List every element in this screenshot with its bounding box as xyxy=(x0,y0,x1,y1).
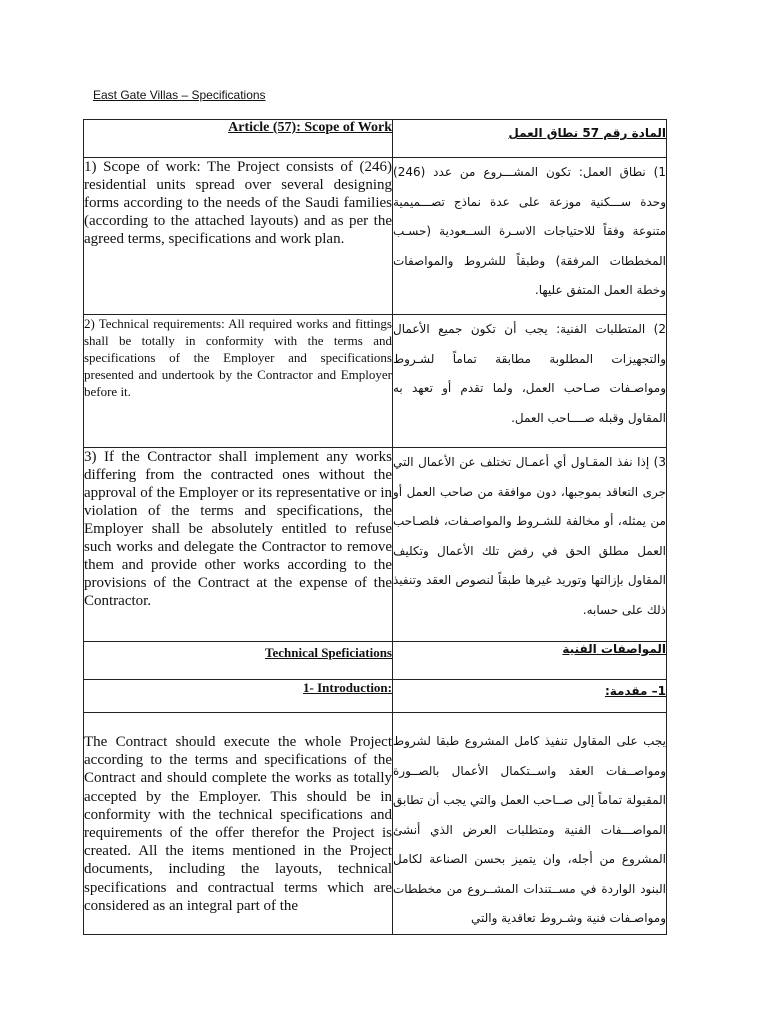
technical-requirements-en: 2) Technical requirements: All required works and fittings shall be totally in conformity with the terms and specifications of the Employer and specifications presented and undertook by the Contractor and Employer before it. xyxy=(84,315,393,448)
table-row xyxy=(84,713,667,935)
table-row xyxy=(84,315,667,448)
differing-works-en: 3) If the Contractor shall implement any works differing from the contracted ones without the approval of the Employer or its representative or in violation of the terms and specifications, the Employer shall be absolutely entitled to refuse such works and delegate the Contractor to remove them and provide other works according to the provisions of the Contract at the expense of the Contractor. xyxy=(84,448,393,642)
technical-specifications-heading-en: Technical Speficiations xyxy=(84,642,393,680)
technical-specifications-heading-ar: المواصفات الفنية xyxy=(393,642,667,680)
article-heading-ar: المادة رقم 57 نطاق العمل xyxy=(393,120,667,158)
introduction-heading-en: 1- Introduction: xyxy=(84,680,393,713)
table-row xyxy=(84,448,667,642)
specifications-table xyxy=(83,119,667,935)
table-row xyxy=(84,642,667,680)
table-row xyxy=(84,158,667,315)
introduction-body-en: The Contract should execute the whole Project according to the terms and specifications of the Contract and should complete the works as totally accepted by the Employer. This should be in conformity with the technical specifications and requirements of the offer therefor the Project is created. All the items mentioned in the Project documents, including the layouts, technical specifications and contractual terms which are considered as an integral part of the xyxy=(84,713,393,935)
table-row xyxy=(84,120,667,158)
introduction-heading-ar: 1– مقدمة: xyxy=(393,680,667,713)
table-row xyxy=(84,680,667,713)
scope-of-work-en: 1) Scope of work: The Project consists of (246) residential units spread over several designing forms according to the needs of the Saudi families (according to the attached layouts) and as per the agreed terms, specifications and work plan. xyxy=(84,158,393,315)
scope-of-work-ar: 1) نطاق العمل: تكون المشـــروع من عدد (246) وحدة ســـكنية موزعة على عدة نماذج تصـــميمية متنوعة وفقاً للاحتياجات الاسـرة الســعودية (حسـب المخططات المرفقة) وطبقاً للشروط والمواصفات وخطة العمل المتفق عليها. xyxy=(393,158,667,315)
technical-requirements-ar: 2) المتطلبات الفنية: يجب أن تكون جميع الأعمال والتجهيزات المطلوبة مطابقة تماماً لشـروط ومواصـفات صـاحب العمل، ولما تقدم أو تعهد به المقاول وقبله صــــاحب العمل. xyxy=(393,315,667,448)
document-header: East Gate Villas – Specifications xyxy=(93,88,266,102)
differing-works-ar: 3) إذا نفذ المقـاول أي أعمـال تختلف عن الأعمال التي جرى التعاقد بموجبها، دون موافقة من صاحب العمل أو من يمثله، أو مخالفة للشـروط والمواصـفات، فلصـاحب العمل مطلق الحق في رفض تلك الأعمال وتكليف المقاول بإزالتها وتوريد غيرها طبقاً لنصوص العقد وتنفيذ ذلك على حسابه. xyxy=(393,448,667,642)
article-heading-en: Article (57): Scope of Work xyxy=(84,120,393,158)
introduction-body-ar: يجب على المقاول تنفيذ كامل المشروع طبقا لشروط ومواصــفات العقد واســتكمال الأعمال بالصــورة المقبولة تماماً إلى صــاحب العمل والتي يجب أن تطابق المواصـــفات الفنية ومتطلبات العرض الذي أنشئ المشروع من أجله، وان يتميز بحسن الصناعة لكامل البنود الواردة في مســتندات المشــروع من مخططات ومواصـفات فنية وشـروط تعاقدية والتي xyxy=(393,713,667,935)
